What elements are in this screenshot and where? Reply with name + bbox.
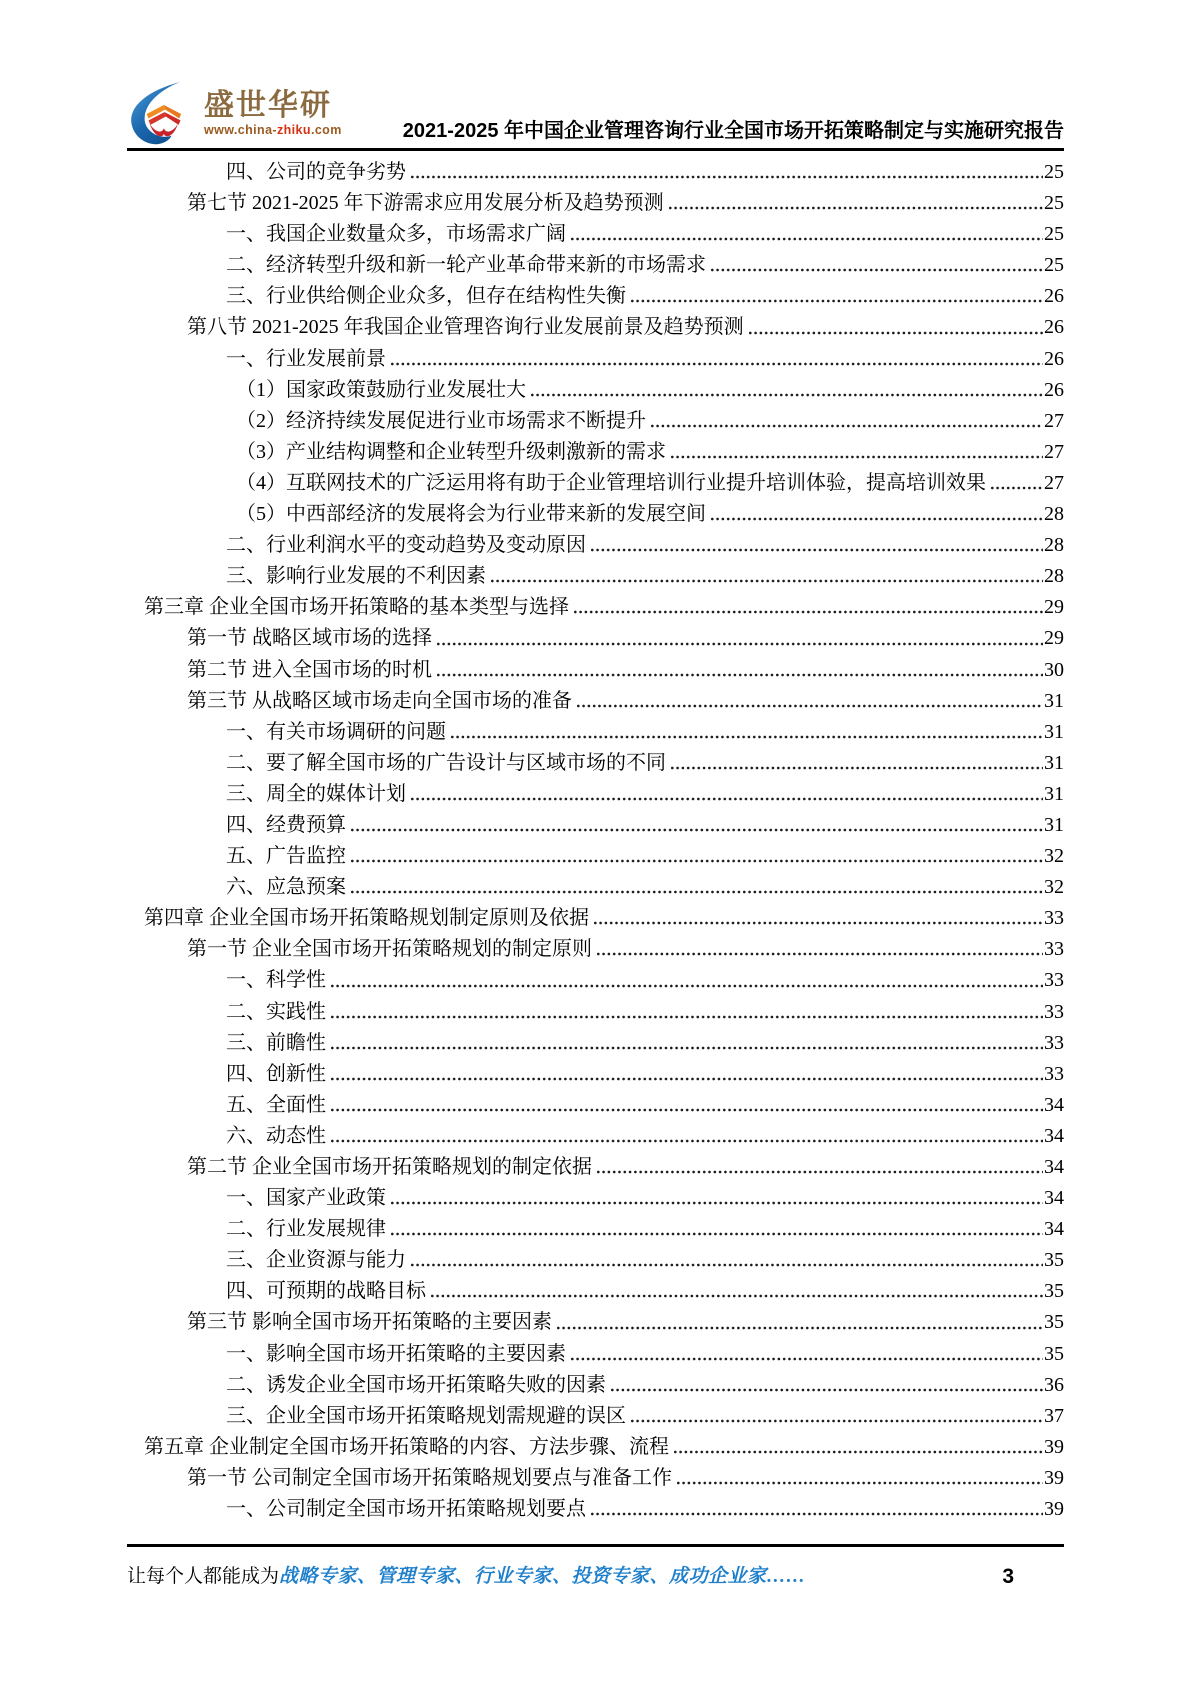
dot-leader xyxy=(571,1354,1043,1364)
toc-entry-text: （3）产业结构调整和企业转型升级刺激新的需求 xyxy=(236,440,666,463)
toc-entry-page: 31 xyxy=(1044,689,1064,712)
toc-entry-text: 第二节 企业全国市场开拓策略规划的制定依据 xyxy=(187,1156,592,1178)
toc-list xyxy=(128,157,1064,1525)
toc-entry-page: 26 xyxy=(1044,285,1064,308)
toc-entry xyxy=(128,188,1064,219)
toc-entry-page: 27 xyxy=(1044,409,1064,432)
toc-entry-page: 26 xyxy=(1044,316,1064,339)
toc-entry-page: 27 xyxy=(1044,471,1064,494)
toc-entry-page: 26 xyxy=(1044,347,1064,370)
toc-entry-text: 二、诱发企业全国市场开拓策略失败的因素 xyxy=(226,1373,606,1396)
toc-entry-text: 第一节 战略区域市场的选择 xyxy=(187,627,432,650)
toc-entry xyxy=(128,530,1064,561)
toc-entry-page: 33 xyxy=(1044,1000,1064,1023)
toc-entry xyxy=(128,406,1064,437)
toc-entry-text: 三、行业供给侧企业众多，但存在结构性失衡 xyxy=(226,285,626,308)
brand-name: 盛世华研 xyxy=(204,89,332,123)
toc-entry xyxy=(128,1059,1064,1090)
toc-entry-page: 35 xyxy=(1044,1249,1064,1272)
toc-entry-page: 33 xyxy=(1044,938,1064,961)
toc-entry-page: 30 xyxy=(1044,658,1064,681)
dot-leader xyxy=(531,390,1043,400)
dot-leader xyxy=(711,265,1043,275)
dot-leader xyxy=(557,1323,1043,1333)
page-footer xyxy=(127,1544,1064,1590)
toc-entry-text: （1）国家政策鼓励行业发展壮大 xyxy=(236,378,526,401)
toc-entry xyxy=(128,437,1064,468)
dot-leader xyxy=(411,172,1043,182)
toc-entry-text: 第三章 企业全国市场开拓策略的基本类型与选择 xyxy=(144,596,569,619)
toc-entry-text: 四、创新性 xyxy=(226,1062,326,1085)
dot-leader xyxy=(671,763,1043,773)
toc-entry-page: 34 xyxy=(1044,1093,1064,1116)
toc-entry-text: 二、经济转型升级和新一轮产业革命带来新的市场需求 xyxy=(226,254,706,277)
dot-leader xyxy=(577,701,1043,711)
toc-entry-page: 35 xyxy=(1044,1311,1064,1334)
toc-entry-page: 25 xyxy=(1044,161,1064,183)
toc-entry-text: 六、动态性 xyxy=(226,1124,326,1147)
dot-leader xyxy=(437,670,1043,680)
toc-entry-text: 四、经费预算 xyxy=(226,813,346,836)
toc-entry xyxy=(128,281,1064,312)
dot-leader xyxy=(591,545,1043,555)
dot-leader xyxy=(411,794,1043,804)
toc-entry xyxy=(128,841,1064,872)
toc-entry xyxy=(128,1183,1064,1214)
toc-entry-page: 35 xyxy=(1044,1342,1064,1365)
toc-entry xyxy=(128,934,1064,965)
toc-entry xyxy=(128,1121,1064,1152)
toc-entry-text: 三、企业全国市场开拓策略规划需规避的误区 xyxy=(226,1404,626,1427)
brand-text-block xyxy=(204,90,342,138)
toc-entry xyxy=(128,717,1064,748)
toc-entry-page: 28 xyxy=(1044,534,1064,557)
tagline-highlight: 战略专家、管理专家、行业专家、投资专家、成功企业家…… xyxy=(279,1566,806,1587)
toc-entry-text: （5）中西部经济的发展将会为行业带来新的发展空间 xyxy=(236,503,706,526)
toc-entry-text: 第五章 企业制定全国市场开拓策略的内容、方法步骤、流程 xyxy=(144,1435,669,1458)
dot-leader xyxy=(574,607,1043,617)
dot-leader xyxy=(594,918,1043,928)
toc-entry-page: 31 xyxy=(1044,782,1064,805)
toc-entry-page: 33 xyxy=(1044,907,1064,930)
brand-url-mid: zhiku xyxy=(277,122,311,137)
toc-entry-page: 39 xyxy=(1044,1466,1064,1489)
toc-entry-page: 39 xyxy=(1044,1435,1064,1458)
toc-entry-page: 34 xyxy=(1044,1187,1064,1210)
toc-entry-text: 第一节 公司制定全国市场开拓策略规划要点与准备工作 xyxy=(187,1466,672,1489)
dot-leader xyxy=(671,452,1043,462)
dot-leader xyxy=(331,1012,1043,1022)
dot-leader xyxy=(391,359,1043,369)
toc-entry xyxy=(128,250,1064,281)
toc-entry-page: 28 xyxy=(1044,503,1064,526)
toc-entry-text: 六、应急预案 xyxy=(226,876,346,899)
toc-entry-page: 35 xyxy=(1044,1280,1064,1303)
toc-entry-text: 一、影响全国市场开拓策略的主要因素 xyxy=(226,1342,566,1365)
toc-entry-text: 一、科学性 xyxy=(226,969,326,992)
toc-entry-page: 33 xyxy=(1044,1062,1064,1085)
toc-entry-text: 第一节 企业全国市场开拓策略规划的制定原则 xyxy=(187,938,592,961)
toc-entry-page: 37 xyxy=(1044,1404,1064,1427)
toc-entry-text: 三、周全的媒体计划 xyxy=(226,782,406,805)
toc-entry xyxy=(128,872,1064,903)
dot-leader xyxy=(391,1229,1043,1239)
toc-entry xyxy=(128,965,1064,996)
toc-entry xyxy=(128,997,1064,1028)
toc-entry xyxy=(128,623,1064,654)
dot-leader xyxy=(597,949,1043,959)
toc-entry-text: （2）经济持续发展促进行业市场需求不断提升 xyxy=(236,409,646,432)
toc-entry xyxy=(128,1245,1064,1276)
toc-entry xyxy=(128,810,1064,841)
dot-leader xyxy=(451,732,1043,742)
toc-entry-page: 33 xyxy=(1044,969,1064,992)
brand-logo-icon xyxy=(127,82,195,146)
dot-leader xyxy=(631,1416,1043,1426)
dot-leader xyxy=(411,1260,1043,1270)
toc-entry xyxy=(128,1494,1064,1525)
toc-entry-text: 三、前瞻性 xyxy=(226,1031,326,1054)
toc-entry xyxy=(128,1214,1064,1245)
toc-entry-page: 32 xyxy=(1044,845,1064,868)
toc-entry xyxy=(128,592,1064,623)
page-number: 3 xyxy=(1002,1565,1014,1588)
toc-entry xyxy=(128,655,1064,686)
dot-leader xyxy=(591,1509,1043,1519)
brand-logo xyxy=(127,82,342,146)
dot-leader xyxy=(651,421,1043,431)
dot-leader xyxy=(331,1105,1043,1115)
dot-leader xyxy=(491,576,1043,586)
dot-leader xyxy=(331,1074,1043,1084)
toc-entry-page: 34 xyxy=(1044,1124,1064,1147)
toc-entry-text: 四、公司的竞争劣势 xyxy=(226,161,406,183)
toc-entry-text: 第四章 企业全国市场开拓策略规划制定原则及依据 xyxy=(144,907,589,930)
tagline-prefix: 让每个人都能成为 xyxy=(127,1566,280,1587)
toc-entry-text: 第三节 影响全国市场开拓策略的主要因素 xyxy=(187,1311,552,1334)
toc-entry-text: 三、影响行业发展的不利因素 xyxy=(226,565,486,588)
toc-entry xyxy=(128,1339,1064,1370)
toc-entry-text: 四、可预期的战略目标 xyxy=(226,1280,426,1303)
toc-entry-text: 第三节 从战略区域市场走向全国市场的准备 xyxy=(187,689,572,712)
toc-entry-page: 34 xyxy=(1044,1156,1064,1178)
toc-entry xyxy=(128,312,1064,343)
toc-entry-text: 一、行业发展前景 xyxy=(226,347,386,370)
toc-entry-page: 29 xyxy=(1044,596,1064,619)
toc-entry-text: 一、国家产业政策 xyxy=(226,1187,386,1210)
toc-entry xyxy=(128,1370,1064,1401)
toc-entry-page: 33 xyxy=(1044,1031,1064,1054)
dot-leader xyxy=(391,1198,1043,1208)
toc-entry-page: 28 xyxy=(1044,565,1064,588)
brand-url-prefix: www.china- xyxy=(204,122,277,137)
dot-leader xyxy=(331,1043,1043,1053)
toc-entry-page: 27 xyxy=(1044,440,1064,463)
toc-entry-page: 29 xyxy=(1044,627,1064,650)
toc-entry-text: 二、要了解全国市场的广告设计与区域市场的不同 xyxy=(226,751,666,774)
dot-leader xyxy=(631,296,1043,306)
dot-leader xyxy=(674,1447,1043,1457)
toc-entry xyxy=(128,1307,1064,1338)
toc-entry-page: 25 xyxy=(1044,223,1064,246)
dot-leader xyxy=(331,981,1043,991)
dot-leader xyxy=(571,234,1043,244)
toc-entry-page: 25 xyxy=(1044,254,1064,277)
toc-entry-text: 第七节 2021-2025 年下游需求应用发展分析及趋势预测 xyxy=(187,192,664,215)
dot-leader xyxy=(991,483,1043,493)
toc-entry-text: 二、行业利润水平的变动趋势及变动原因 xyxy=(226,534,586,557)
toc-entry xyxy=(128,748,1064,779)
toc-entry xyxy=(128,686,1064,717)
toc-entry xyxy=(128,1152,1064,1183)
dot-leader xyxy=(711,514,1043,524)
toc-entry-text: 第八节 2021-2025 年我国企业管理咨询行业发展前景及趋势预测 xyxy=(187,316,744,339)
dot-leader xyxy=(351,887,1043,897)
dot-leader xyxy=(669,203,1043,213)
toc-entry xyxy=(128,375,1064,406)
toc-entry-text: 一、公司制定全国市场开拓策略规划要点 xyxy=(226,1498,586,1521)
footer-content xyxy=(127,1547,1064,1590)
page-header xyxy=(127,82,1064,151)
toc-entry xyxy=(128,1028,1064,1059)
dot-leader xyxy=(749,328,1043,338)
dot-leader xyxy=(437,639,1043,649)
toc-entry-page: 31 xyxy=(1044,813,1064,836)
dot-leader xyxy=(351,856,1043,866)
toc-entry-text: 三、企业资源与能力 xyxy=(226,1249,406,1272)
toc-entry-page: 34 xyxy=(1044,1218,1064,1241)
toc-entry xyxy=(128,344,1064,375)
toc-entry xyxy=(128,499,1064,530)
report-title: 2021-2025 年中国企业管理咨询行业全国市场开拓策略制定与实施研究报告 xyxy=(402,120,1064,142)
toc-entry-text: 第二节 进入全国市场的时机 xyxy=(187,658,432,681)
toc-entry xyxy=(128,561,1064,592)
brand-url-suffix: .com xyxy=(310,122,342,137)
dot-leader xyxy=(331,1136,1043,1146)
toc-entry xyxy=(128,1401,1064,1432)
toc-entry xyxy=(128,1090,1064,1121)
toc-entry-text: 一、有关市场调研的问题 xyxy=(226,720,446,743)
toc-entry-page: 36 xyxy=(1044,1373,1064,1396)
toc-entry xyxy=(128,779,1064,810)
toc-entry xyxy=(128,157,1064,188)
toc-entry-page: 39 xyxy=(1044,1498,1064,1521)
toc-entry xyxy=(128,219,1064,250)
toc-entry-text: 一、我国企业数量众多，市场需求广阔 xyxy=(226,223,566,246)
toc-entry-text: 五、广告监控 xyxy=(226,845,346,868)
toc-entry-page: 25 xyxy=(1044,192,1064,215)
dot-leader xyxy=(611,1385,1043,1395)
footer-tagline xyxy=(127,1565,806,1590)
brand-url xyxy=(204,122,342,138)
toc-entry xyxy=(128,1432,1064,1463)
toc-entry-text: 二、行业发展规律 xyxy=(226,1218,386,1241)
toc-entry xyxy=(128,1463,1064,1494)
toc-entry-text: 五、全面性 xyxy=(226,1093,326,1116)
toc-entry-page: 31 xyxy=(1044,720,1064,743)
toc-entry-text: 二、实践性 xyxy=(226,1000,326,1023)
dot-leader xyxy=(677,1478,1043,1488)
toc-entry-page: 31 xyxy=(1044,751,1064,774)
toc-entry xyxy=(128,1276,1064,1307)
toc-entry xyxy=(128,903,1064,934)
dot-leader xyxy=(351,825,1043,835)
dot-leader xyxy=(431,1291,1043,1301)
toc-entry-page: 26 xyxy=(1044,378,1064,401)
toc-entry xyxy=(128,468,1064,499)
toc-entry-page: 32 xyxy=(1044,876,1064,899)
toc-entry-text: （4）互联网技术的广泛运用将有助于企业管理培训行业提升培训体验，提高培训效果 xyxy=(236,471,986,494)
dot-leader xyxy=(597,1167,1043,1177)
